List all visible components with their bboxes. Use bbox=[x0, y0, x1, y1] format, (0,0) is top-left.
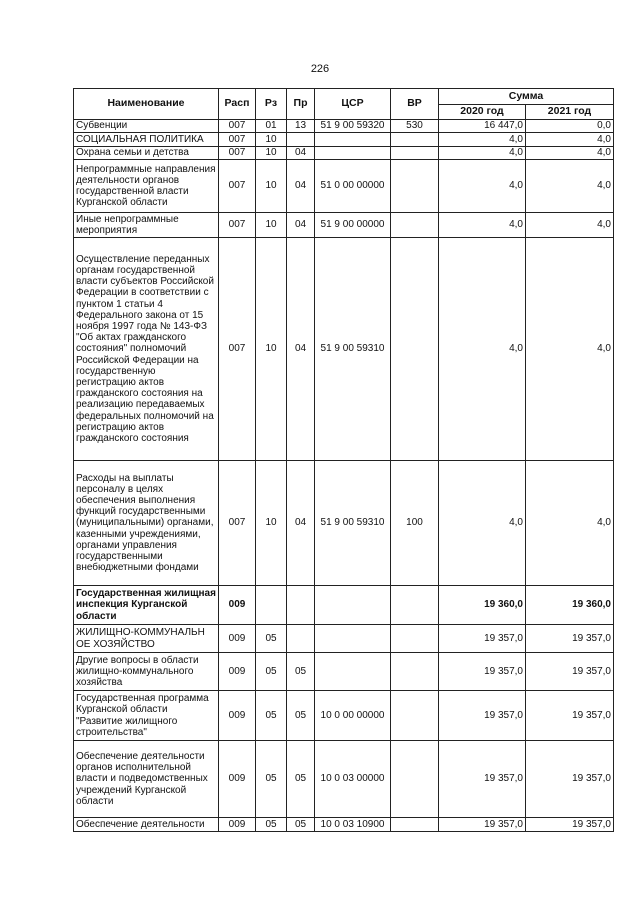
header-vr: ВР bbox=[391, 89, 439, 120]
cell-2021: 4,0 bbox=[526, 147, 614, 160]
cell-name: Обеспечение деятельности bbox=[74, 818, 219, 832]
cell-rz bbox=[256, 586, 287, 625]
cell-rz: 01 bbox=[256, 120, 287, 133]
header-csr: ЦСР bbox=[315, 89, 391, 120]
table-row bbox=[74, 625, 614, 653]
cell-rasp: 009 bbox=[219, 653, 256, 691]
cell-pr: 04 bbox=[287, 160, 315, 213]
cell-rz: 10 bbox=[256, 213, 287, 238]
header-year-2021: 2021 год bbox=[526, 105, 614, 120]
cell-2020: 4,0 bbox=[439, 213, 526, 238]
cell-csr bbox=[315, 625, 391, 653]
cell-vr bbox=[391, 133, 439, 147]
cell-csr: 10 0 00 00000 bbox=[315, 691, 391, 741]
cell-vr bbox=[391, 586, 439, 625]
cell-vr bbox=[391, 625, 439, 653]
cell-vr bbox=[391, 818, 439, 832]
cell-pr: 04 bbox=[287, 147, 315, 160]
cell-rz: 10 bbox=[256, 461, 287, 586]
cell-2020: 19 357,0 bbox=[439, 818, 526, 832]
table-row bbox=[74, 653, 614, 691]
cell-rz: 05 bbox=[256, 691, 287, 741]
cell-name: Расходы на выплаты персоналу в целях обеспечения выполнения функций государственными (муниципальными) органами, казенными учреждениями, органами управления государственными внебюджетными фондами bbox=[74, 461, 219, 586]
cell-name: ЖИЛИЩНО-КОММУНАЛЬН ОЕ ХОЗЯЙСТВО bbox=[74, 625, 219, 653]
table-row bbox=[74, 147, 614, 160]
cell-2021: 19 357,0 bbox=[526, 625, 614, 653]
cell-rz: 05 bbox=[256, 818, 287, 832]
table-row bbox=[74, 818, 614, 832]
cell-csr bbox=[315, 147, 391, 160]
cell-2020: 4,0 bbox=[439, 461, 526, 586]
cell-2020: 4,0 bbox=[439, 147, 526, 160]
cell-rasp: 007 bbox=[219, 213, 256, 238]
header-pr: Пр bbox=[287, 89, 315, 120]
cell-rasp: 007 bbox=[219, 147, 256, 160]
cell-name: СОЦИАЛЬНАЯ ПОЛИТИКА bbox=[74, 133, 219, 147]
cell-name: Осуществление переданных органам государственной власти субъектов Российской Федерации в соответствии с пунктом 1 статьи 4 Федерального закона от 15 ноября 1997 года № 143-ФЗ "Об актах гражданского состояния" полномочий Российской Федерации на государственную регистрацию актов гражданского состояния на реализацию передаваемых федеральных полномочий на регистрацию актов гражданского состояния bbox=[74, 238, 219, 461]
cell-vr bbox=[391, 213, 439, 238]
cell-vr bbox=[391, 653, 439, 691]
cell-2021: 0,0 bbox=[526, 120, 614, 133]
cell-name: Охрана семьи и детства bbox=[74, 147, 219, 160]
cell-rz: 10 bbox=[256, 238, 287, 461]
cell-vr bbox=[391, 238, 439, 461]
table-body bbox=[74, 120, 614, 832]
cell-2020: 4,0 bbox=[439, 160, 526, 213]
cell-vr bbox=[391, 691, 439, 741]
cell-name: Обеспечение деятельности органов исполнительной власти и подведомственных учреждений Курганской области bbox=[74, 741, 219, 818]
cell-vr bbox=[391, 741, 439, 818]
cell-rasp: 007 bbox=[219, 238, 256, 461]
cell-2021: 19 357,0 bbox=[526, 741, 614, 818]
cell-csr bbox=[315, 586, 391, 625]
cell-name: Непрограммные направления деятельности органов государственной власти Курганской области bbox=[74, 160, 219, 213]
page-number: 226 bbox=[310, 63, 330, 75]
cell-csr: 51 9 00 59310 bbox=[315, 461, 391, 586]
cell-rz: 10 bbox=[256, 160, 287, 213]
table-row bbox=[74, 238, 614, 461]
table-row bbox=[74, 213, 614, 238]
cell-2020: 19 357,0 bbox=[439, 625, 526, 653]
header-rz: Рз bbox=[256, 89, 287, 120]
cell-rz: 05 bbox=[256, 653, 287, 691]
cell-2021: 4,0 bbox=[526, 160, 614, 213]
cell-pr: 05 bbox=[287, 741, 315, 818]
cell-2021: 19 357,0 bbox=[526, 691, 614, 741]
cell-csr: 51 9 00 59320 bbox=[315, 120, 391, 133]
cell-2020: 19 357,0 bbox=[439, 653, 526, 691]
budget-table bbox=[73, 88, 614, 832]
cell-2020: 19 357,0 bbox=[439, 691, 526, 741]
cell-rasp: 007 bbox=[219, 461, 256, 586]
cell-csr bbox=[315, 133, 391, 147]
cell-pr: 04 bbox=[287, 238, 315, 461]
table-row bbox=[74, 461, 614, 586]
cell-2021: 19 357,0 bbox=[526, 653, 614, 691]
cell-2020: 19 357,0 bbox=[439, 741, 526, 818]
header-rasp: Расп bbox=[219, 89, 256, 120]
cell-name: Государственная программа Курганской области "Развитие жилищного строительства" bbox=[74, 691, 219, 741]
cell-name: Иные непрограммные мероприятия bbox=[74, 213, 219, 238]
cell-csr: 10 0 03 00000 bbox=[315, 741, 391, 818]
cell-pr: 05 bbox=[287, 691, 315, 741]
cell-pr: 05 bbox=[287, 818, 315, 832]
cell-2020: 19 360,0 bbox=[439, 586, 526, 625]
table-row bbox=[74, 120, 614, 133]
cell-pr: 05 bbox=[287, 653, 315, 691]
cell-rasp: 009 bbox=[219, 625, 256, 653]
cell-rasp: 009 bbox=[219, 691, 256, 741]
cell-rasp: 009 bbox=[219, 586, 256, 625]
cell-rasp: 007 bbox=[219, 120, 256, 133]
cell-2020: 16 447,0 bbox=[439, 120, 526, 133]
cell-csr bbox=[315, 653, 391, 691]
cell-2021: 19 357,0 bbox=[526, 818, 614, 832]
cell-pr bbox=[287, 625, 315, 653]
cell-name: Другие вопросы в области жилищно-коммунального хозяйства bbox=[74, 653, 219, 691]
cell-2021: 4,0 bbox=[526, 238, 614, 461]
table-row bbox=[74, 586, 614, 625]
table-row bbox=[74, 160, 614, 213]
cell-vr: 100 bbox=[391, 461, 439, 586]
cell-2020: 4,0 bbox=[439, 238, 526, 461]
cell-pr: 13 bbox=[287, 120, 315, 133]
table-row bbox=[74, 691, 614, 741]
cell-csr: 51 0 00 00000 bbox=[315, 160, 391, 213]
table-row bbox=[74, 741, 614, 818]
cell-pr bbox=[287, 133, 315, 147]
cell-2021: 4,0 bbox=[526, 213, 614, 238]
cell-rasp: 007 bbox=[219, 133, 256, 147]
header-name: Наименование bbox=[74, 89, 219, 120]
cell-pr: 04 bbox=[287, 461, 315, 586]
table-row bbox=[74, 133, 614, 147]
cell-csr: 10 0 03 10900 bbox=[315, 818, 391, 832]
cell-2021: 4,0 bbox=[526, 461, 614, 586]
cell-vr: 530 bbox=[391, 120, 439, 133]
cell-2021: 19 360,0 bbox=[526, 586, 614, 625]
cell-2021: 4,0 bbox=[526, 133, 614, 147]
cell-name: Субвенции bbox=[74, 120, 219, 133]
cell-rasp: 007 bbox=[219, 160, 256, 213]
cell-vr bbox=[391, 160, 439, 213]
cell-rz: 05 bbox=[256, 741, 287, 818]
cell-pr bbox=[287, 586, 315, 625]
cell-csr: 51 9 00 00000 bbox=[315, 213, 391, 238]
cell-vr bbox=[391, 147, 439, 160]
cell-pr: 04 bbox=[287, 213, 315, 238]
cell-rz: 10 bbox=[256, 147, 287, 160]
header-sum: Сумма bbox=[439, 89, 614, 105]
header-year-2020: 2020 год bbox=[439, 105, 526, 120]
cell-rz: 10 bbox=[256, 133, 287, 147]
cell-name: Государственная жилищная инспекция Курганской области bbox=[74, 586, 219, 625]
cell-rasp: 009 bbox=[219, 741, 256, 818]
cell-rz: 05 bbox=[256, 625, 287, 653]
cell-csr: 51 9 00 59310 bbox=[315, 238, 391, 461]
cell-rasp: 009 bbox=[219, 818, 256, 832]
cell-2020: 4,0 bbox=[439, 133, 526, 147]
